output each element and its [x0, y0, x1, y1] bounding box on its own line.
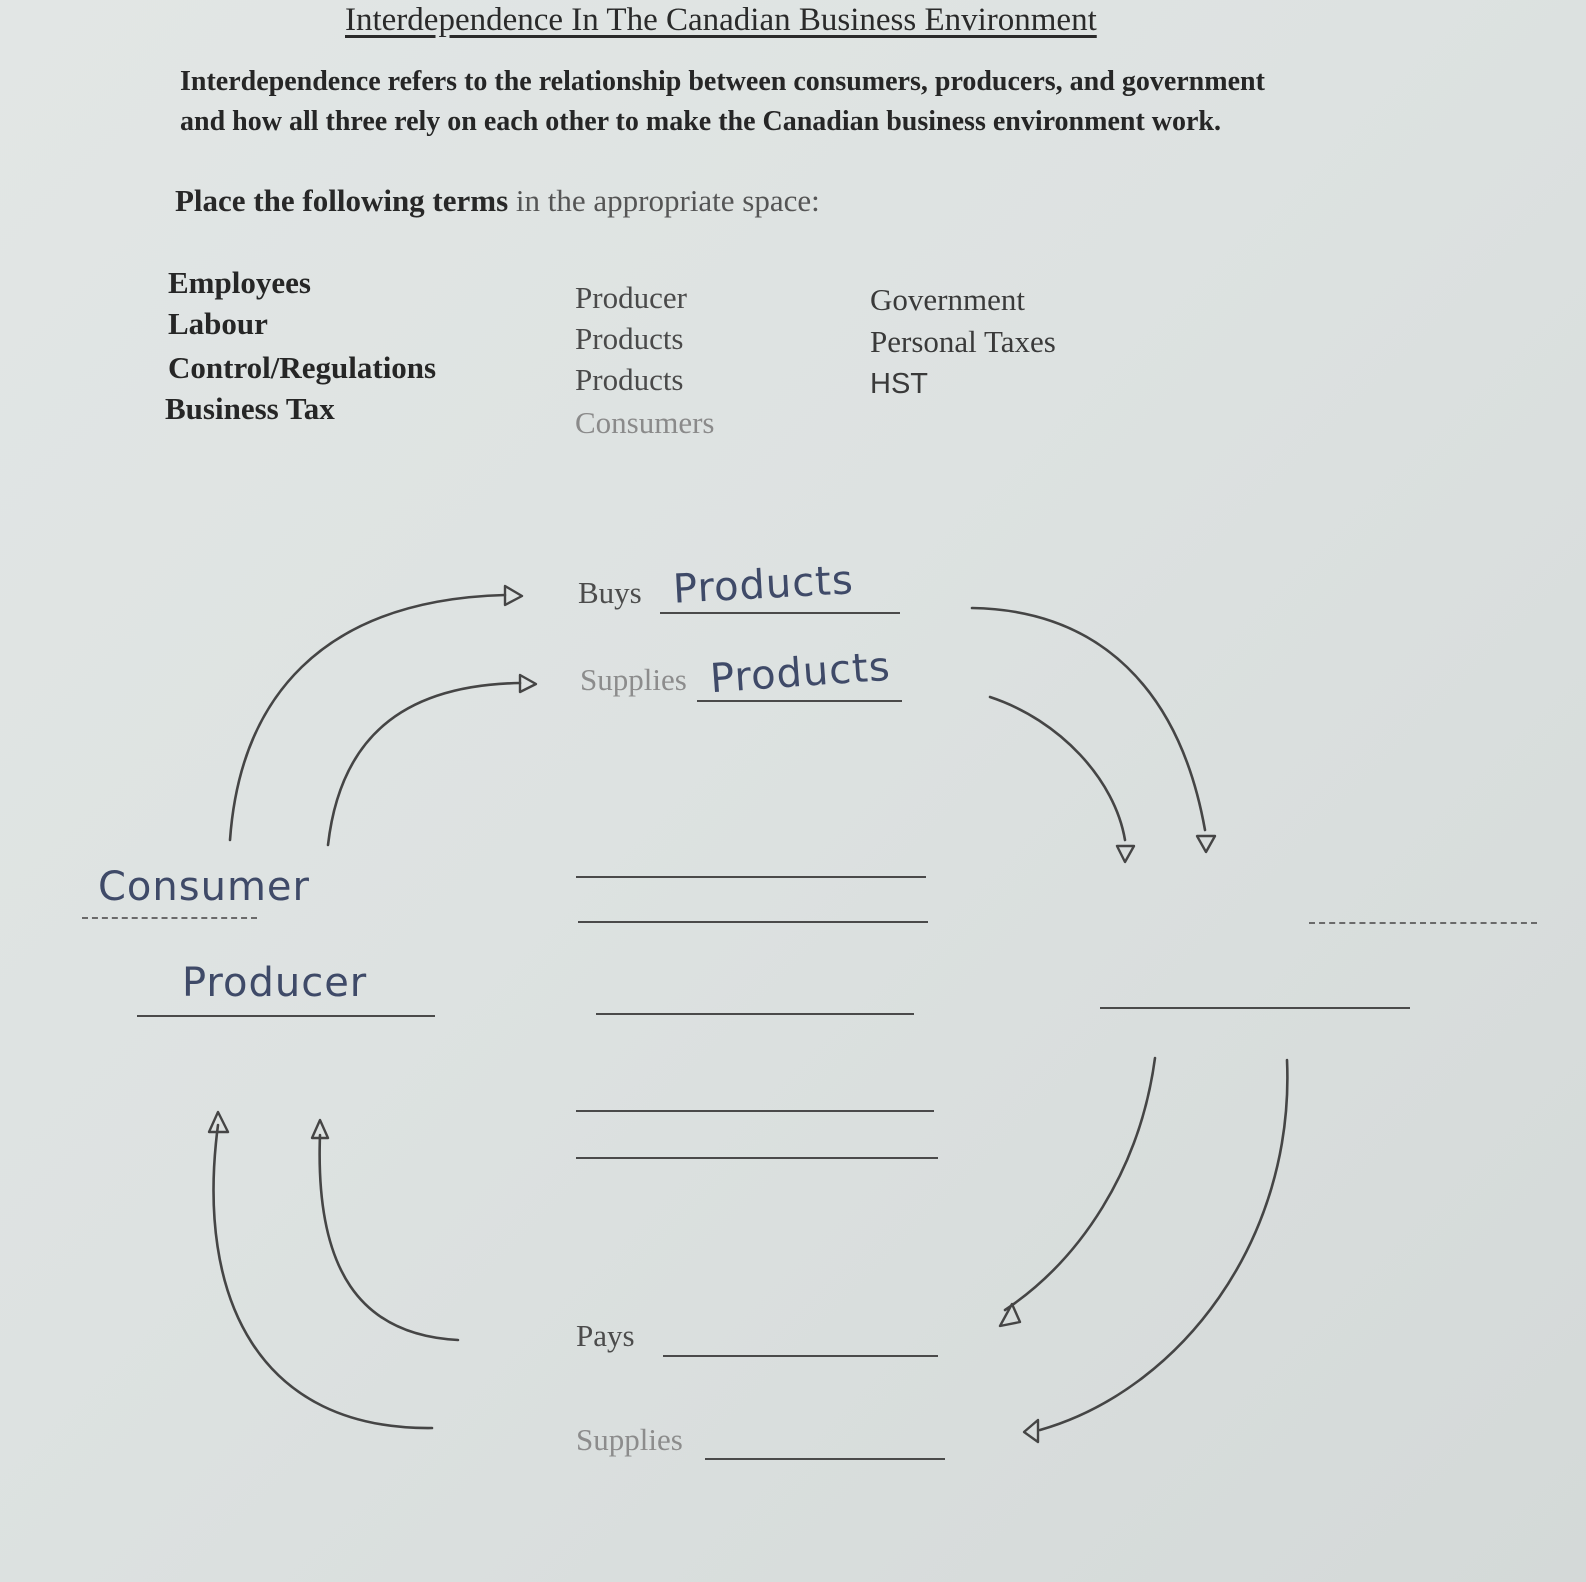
term-employees: Employees [168, 265, 311, 300]
arrow-outer-top-right [972, 608, 1205, 830]
buys-label: Buys [578, 575, 642, 610]
center-blank-2[interactable] [578, 921, 928, 923]
intro-line-1: Interdependence refers to the relationship between consumers, producers, and government [180, 66, 1265, 97]
supplies-top-label: Supplies [580, 662, 687, 697]
buys-blank[interactable] [660, 612, 900, 614]
pays-blank[interactable] [663, 1355, 938, 1357]
term-hst: HST [870, 368, 928, 400]
arrowhead-inner-top-right-icon [1117, 846, 1134, 862]
consumer-answer: Consumer [98, 864, 310, 910]
supplies-bottom-blank[interactable] [705, 1458, 945, 1460]
arrow-outer-bottom-left [214, 1125, 432, 1428]
term-control-regulations: Control/Regulations [168, 350, 437, 385]
center-blank-1[interactable] [576, 876, 926, 878]
supplies-bottom-label: Supplies [576, 1422, 683, 1457]
instruction-bold: Place the following terms [175, 183, 509, 218]
term-labour: Labour [168, 306, 268, 341]
instruction-rest: in the appropriate space: [508, 183, 820, 218]
arrow-inner-bottom-left [320, 1135, 458, 1340]
arrowhead-outer-top-left-icon [505, 586, 522, 605]
term-personal-taxes: Personal Taxes [870, 324, 1056, 359]
pays-label: Pays [576, 1318, 635, 1353]
worksheet-title: Interdependence In The Canadian Business Environment [345, 2, 1097, 38]
intro-line-2: and how all three rely on each other to make the Canadian business environment work. [180, 106, 1221, 137]
right-blank-1[interactable] [1309, 922, 1537, 924]
producer-answer: Producer [182, 960, 368, 1006]
arrowhead-inner-bottom-right-icon [1000, 1304, 1020, 1326]
center-blank-3[interactable] [596, 1013, 914, 1015]
arrow-outer-top-left [230, 595, 505, 840]
term-business-tax: Business Tax [165, 391, 335, 426]
arrowhead-inner-top-left-icon [520, 675, 536, 692]
left-blank-2[interactable] [137, 1015, 435, 1017]
center-blank-4[interactable] [576, 1110, 934, 1112]
left-blank-1[interactable] [82, 917, 257, 919]
term-consumers: Consumers [575, 405, 715, 440]
center-blank-5[interactable] [576, 1157, 938, 1159]
arrow-inner-top-right [990, 697, 1125, 840]
arrowhead-outer-bottom-right-icon [1024, 1420, 1038, 1442]
term-government: Government [870, 282, 1025, 317]
arrow-inner-top-left [328, 683, 520, 845]
arrow-inner-bottom-right [1005, 1058, 1155, 1310]
buys-answer: Products [671, 557, 855, 613]
term-products-2: Products [575, 362, 684, 397]
arrowhead-outer-top-right-icon [1197, 836, 1215, 852]
term-producer: Producer [575, 280, 687, 315]
term-products-1: Products [575, 321, 684, 356]
supplies-top-answer: Products [708, 643, 893, 703]
right-blank-2[interactable] [1100, 1007, 1410, 1009]
